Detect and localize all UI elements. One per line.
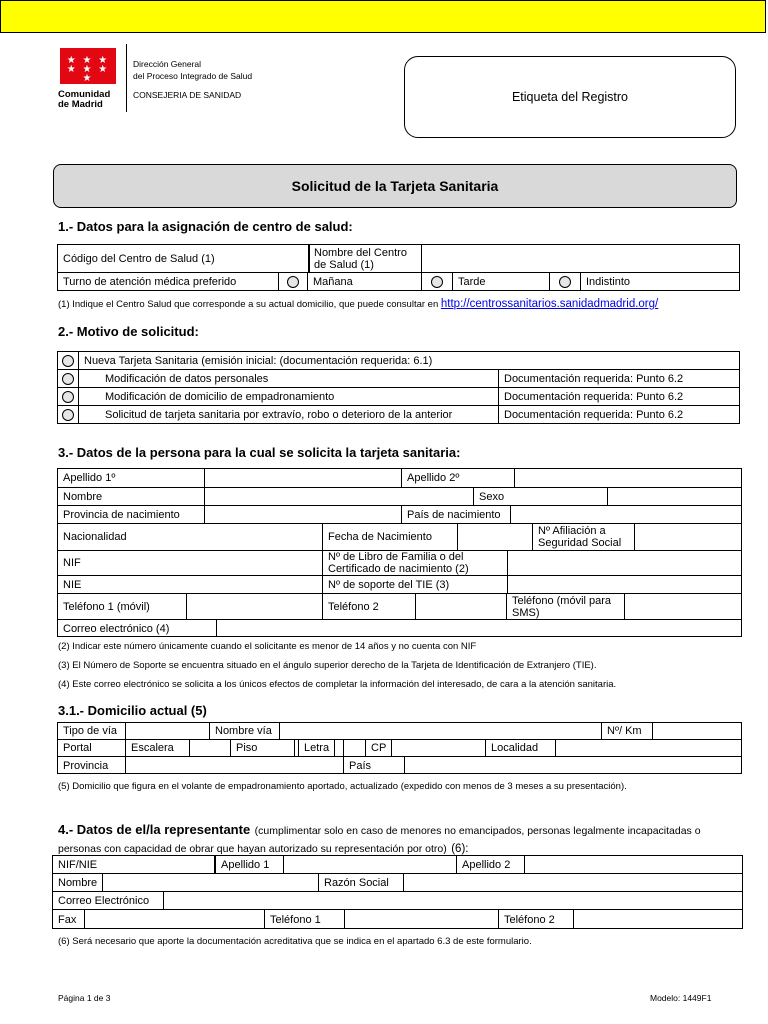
- soporte-tie-label: Nº de soporte del TIE (3): [323, 576, 508, 593]
- cp-label: CP: [366, 740, 392, 756]
- nacionalidad-label: Nacionalidad: [58, 524, 323, 550]
- num-km-field[interactable]: [653, 723, 741, 739]
- tarde-label: Tarde: [453, 273, 550, 291]
- fecha-nac-field[interactable]: [457, 524, 533, 550]
- consejeria-label: CONSEJERIA DE SANIDAD: [133, 90, 242, 100]
- rep-apellido2-label: Apellido 2: [457, 856, 525, 873]
- tarde-radio[interactable]: [422, 273, 453, 291]
- rep-fax-label: Fax: [53, 910, 85, 929]
- note-6: (6) Será necesario que aporte la documentación acreditativa que se indica en el apartado 6.3 de este formulario.: [58, 936, 532, 947]
- num-km-label: Nº/ Km: [602, 723, 653, 739]
- section-1-table: [57, 244, 740, 291]
- modelo-code: Modelo: 1449F1: [650, 993, 712, 1003]
- cp-field[interactable]: [392, 740, 486, 756]
- letra-label: Letra: [298, 740, 344, 756]
- note-5: (5) Domicilio que figura en el volante de empadronamiento aportado, actualizado (expedido con menos de 3 meses a su presentación).: [58, 781, 627, 792]
- pais-label: País: [344, 757, 405, 774]
- domicilio-table: [57, 722, 742, 774]
- rep-correo-field[interactable]: [164, 892, 742, 909]
- note-4: (4) Este correo electrónico se solicita a los únicos efectos de completar la información del interesado, de cara a la atención sanitaria.: [58, 679, 617, 690]
- afiliacion-label: Nº Afiliación a Seguridad Social: [533, 524, 635, 550]
- apellido2-label: Apellido 2º: [402, 469, 515, 487]
- motivo-domicilio-radio[interactable]: [58, 388, 79, 405]
- logo-text: Comunidad de Madrid: [58, 89, 111, 110]
- rep-tel1-label: Teléfono 1: [265, 910, 345, 929]
- soporte-tie-field[interactable]: [508, 576, 741, 593]
- localidad-field[interactable]: [556, 740, 741, 756]
- section-31-heading: 3.1.- Domicilio actual (5): [58, 703, 207, 718]
- correo-label: Correo electrónico (4): [58, 620, 217, 637]
- afiliacion-field[interactable]: [635, 524, 741, 550]
- telefono1-label: Teléfono 1 (móvil): [58, 594, 187, 619]
- nie-label: NIE: [58, 576, 323, 593]
- telefono2-label: Teléfono 2: [323, 594, 416, 619]
- libro-familia-field[interactable]: [508, 551, 741, 575]
- motivo-datos-radio[interactable]: [58, 370, 79, 387]
- nif-label: NIF: [58, 551, 323, 575]
- logo-divider: [126, 44, 127, 112]
- pais-nac-label: País de nacimiento: [402, 506, 511, 523]
- rep-tel2-label: Teléfono 2: [499, 910, 574, 929]
- portal-label: Portal: [58, 740, 126, 756]
- motivo-extravio-label: Solicitud de tarjeta sanitaria por extravío, robo o deterioro de la anterior: [79, 406, 499, 424]
- provincia-field[interactable]: [126, 757, 344, 774]
- rep-tel1-field[interactable]: [345, 910, 499, 929]
- escalera-field[interactable]: [190, 740, 231, 756]
- centros-link[interactable]: http://centrossanitarios.sanidadmadrid.org/: [440, 298, 659, 310]
- indistinto-radio[interactable]: [550, 273, 581, 291]
- rep-razon-field[interactable]: [404, 874, 742, 891]
- etiqueta-registro-box: Etiqueta del Registro: [404, 56, 736, 138]
- nombre-field[interactable]: [205, 488, 474, 505]
- telefono-sms-field[interactable]: [625, 594, 741, 619]
- nombre-via-field[interactable]: [280, 723, 602, 739]
- motivo-extravio-radio[interactable]: [58, 406, 79, 424]
- apellido2-field[interactable]: [515, 469, 741, 487]
- motivo-nueva-radio[interactable]: [58, 352, 79, 369]
- section-3-heading: 3.- Datos de la persona para la cual se solicita la tarjeta sanitaria:: [58, 445, 461, 460]
- rep-nombre-field[interactable]: [103, 874, 319, 891]
- nombre-label: Nombre: [58, 488, 205, 505]
- motivo-datos-label: Modificación de datos personales: [79, 370, 499, 387]
- rep-apellido1-field[interactable]: [284, 856, 457, 873]
- telefono1-field[interactable]: [187, 594, 323, 619]
- motivo-nueva-label: Nueva Tarjeta Sanitaria (emisión inicial: (documentación requerida: 6.1): [84, 354, 433, 367]
- rep-tel2-field[interactable]: [574, 910, 742, 929]
- doc-requerida-label: Documentación requerida: Punto 6.2: [504, 390, 684, 403]
- codigo-centro-label: Código del Centro de Salud (1): [58, 245, 310, 272]
- rep-apellido1-label: Apellido 1: [215, 856, 284, 873]
- letra-field[interactable]: [344, 740, 366, 756]
- nombre-via-label: Nombre vía: [210, 723, 280, 739]
- rep-apellido2-field[interactable]: [525, 856, 742, 873]
- nombre-centro-label: Nombre del Centro de Salud (1): [308, 245, 422, 272]
- representante-table: [52, 855, 743, 929]
- provincia-nac-label: Provincia de nacimiento: [58, 506, 205, 523]
- provincia-label: Provincia: [58, 757, 126, 774]
- turno-label: Turno de atención médica preferido: [58, 273, 279, 291]
- localidad-label: Localidad: [486, 740, 556, 756]
- page-number: Página 1 de 3: [58, 993, 111, 1003]
- rep-correo-label: Correo Electrónico: [53, 892, 164, 909]
- section-2-table: [57, 351, 740, 424]
- correo-field[interactable]: [217, 620, 741, 637]
- libro-familia-label: Nº de Libro de Familia o del Certificado de nacimiento (2): [323, 551, 508, 575]
- note-1: (1) Indique el Centro Salud que corresponde a su actual domicilio, que puede consultar en http://centrossanitarios.sanidadmadrid.org/: [58, 298, 659, 310]
- telefono2-field[interactable]: [416, 594, 507, 619]
- telefono-sms-label: Teléfono (móvil para SMS): [507, 594, 625, 619]
- section-3-table: [57, 468, 742, 637]
- direccion-general: Dirección General del Proceso Integrado de Salud: [133, 59, 253, 81]
- form-title: Solicitud de la Tarjeta Sanitaria: [53, 164, 737, 208]
- pais-field[interactable]: [405, 757, 741, 774]
- motivo-domicilio-label: Modificación de domicilio de empadronamiento: [79, 388, 499, 405]
- fecha-nac-label: Fecha de Nacimiento: [323, 524, 533, 550]
- escalera-label: Escalera: [126, 740, 190, 756]
- doc-requerida-label: Documentación requerida: Punto 6.2: [504, 372, 684, 385]
- rep-nif-label: NIF/NIE: [53, 856, 215, 873]
- note-2: (2) Indicar este número únicamente cuando el solicitante es menor de 14 años y no cuenta con NIF: [58, 641, 477, 652]
- piso-label: Piso: [231, 740, 295, 756]
- apellido1-label: Apellido 1º: [58, 469, 205, 487]
- note-3: (3) El Número de Soporte se encuentra situado en el ángulo superior derecho de la Tarjeta de Identificación de Extranjero (TIE).: [58, 660, 597, 671]
- section-2-heading: 2.- Motivo de solicitud:: [58, 324, 199, 339]
- rep-nombre-label: Nombre: [53, 874, 103, 891]
- nombre-centro-field[interactable]: [422, 245, 739, 272]
- rep-fax-field[interactable]: [85, 910, 265, 929]
- apellido1-field[interactable]: [205, 469, 402, 487]
- tipo-via-field[interactable]: [126, 723, 210, 739]
- provincia-nac-field[interactable]: [205, 506, 402, 523]
- logo-stars-icon: ★ ★ ★ ★ ★ ★ ★: [66, 55, 110, 84]
- section-4-heading: 4.- Datos de el/la representante (cumplimentar solo en caso de menores no emancipados, personas legalmente incapacitadas o personas con capacidad de obrar que hayan autorizado su representación por otro) (6):: [58, 822, 701, 855]
- doc-requerida-label: Documentación requerida: Punto 6.2: [504, 409, 684, 421]
- manana-label: Mañana: [308, 273, 422, 291]
- section-1-heading: 1.- Datos para la asignación de centro de salud:: [58, 219, 353, 234]
- sexo-label: Sexo: [474, 488, 608, 505]
- indistinto-label: Indistinto: [586, 276, 631, 288]
- tipo-via-label: Tipo de vía: [58, 723, 126, 739]
- manana-radio[interactable]: [279, 273, 308, 291]
- rep-razon-label: Razón Social: [319, 874, 404, 891]
- sexo-field[interactable]: [608, 488, 741, 505]
- yellow-header-bar: [0, 0, 766, 33]
- pais-nac-field[interactable]: [511, 506, 741, 523]
